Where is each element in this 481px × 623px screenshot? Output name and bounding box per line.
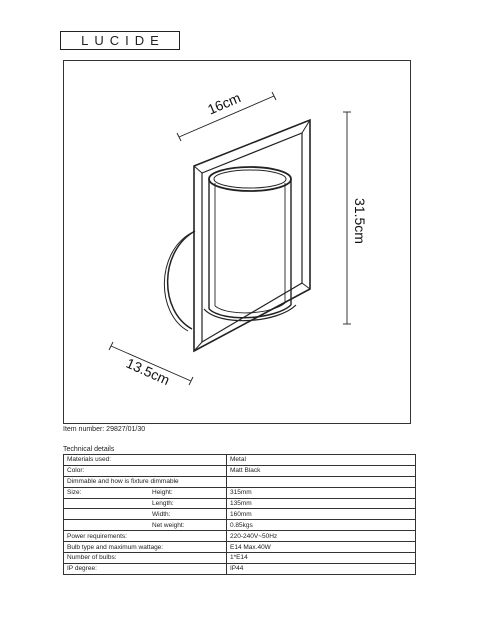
spec-row xyxy=(64,498,416,509)
spec-sublabel: Length: xyxy=(149,498,227,509)
spec-value: 220-240V~50Hz xyxy=(227,531,416,542)
spec-value: 160mm xyxy=(227,509,416,520)
spec-row xyxy=(64,476,416,487)
spec-label: Dimmable and how is fixture dimmable xyxy=(64,476,150,487)
lamp-illustration xyxy=(64,61,412,425)
spec-value: IP44 xyxy=(227,563,416,574)
spec-row xyxy=(64,509,416,520)
technical-details-title: Technical details xyxy=(63,446,115,453)
spec-value: Metal xyxy=(227,455,416,466)
spec-value: 135mm xyxy=(227,498,416,509)
dim-width-label: 16cm xyxy=(205,89,243,118)
spec-sublabel: Height: xyxy=(149,487,227,498)
spec-sublabel xyxy=(149,563,227,574)
product-drawing xyxy=(63,60,411,424)
spec-value: 315mm xyxy=(227,487,416,498)
spec-row xyxy=(64,553,416,564)
spec-label: Materials used: xyxy=(64,455,150,466)
frame-outer xyxy=(194,120,310,351)
spec-row xyxy=(64,487,416,498)
spec-row xyxy=(64,455,416,466)
brand-logo xyxy=(60,31,180,50)
spec-sublabel xyxy=(149,553,227,564)
spec-row xyxy=(64,542,416,553)
cylinder-top xyxy=(209,167,291,191)
spec-label xyxy=(64,520,150,531)
spec-value: 0.85kgs xyxy=(227,520,416,531)
spec-sublabel: Net weight: xyxy=(149,520,227,531)
spec-value: Matt Black xyxy=(227,465,416,476)
spec-value: 1*E14 xyxy=(227,553,416,564)
dim-height-label: 31.5cm xyxy=(352,198,368,244)
spec-label: Size: xyxy=(64,487,150,498)
spec-sublabel xyxy=(149,531,227,542)
spec-row xyxy=(64,465,416,476)
spec-value xyxy=(227,476,416,487)
spec-sublabel: Width: xyxy=(149,509,227,520)
spec-label: Color: xyxy=(64,465,150,476)
spec-label: IP degree: xyxy=(64,563,150,574)
frame-inner xyxy=(202,133,302,342)
spec-row xyxy=(64,563,416,574)
spec-row xyxy=(64,531,416,542)
spec-label: Power requirements: xyxy=(64,531,150,542)
spec-value: E14 Max.40W xyxy=(227,542,416,553)
spec-sublabel xyxy=(149,455,227,466)
spec-label xyxy=(64,498,150,509)
spec-row xyxy=(64,520,416,531)
spec-label: Number of bulbs: xyxy=(64,553,150,564)
item-number: Item number: 29827/01/30 xyxy=(63,426,146,433)
dim-depth-label: 13.5cm xyxy=(123,354,173,389)
spec-label xyxy=(64,509,150,520)
specs-table xyxy=(63,454,416,575)
spec-sublabel xyxy=(149,465,227,476)
logo-text: LUCIDE xyxy=(81,33,165,48)
spec-label: Bulb type and maximum wattage: xyxy=(64,542,150,553)
